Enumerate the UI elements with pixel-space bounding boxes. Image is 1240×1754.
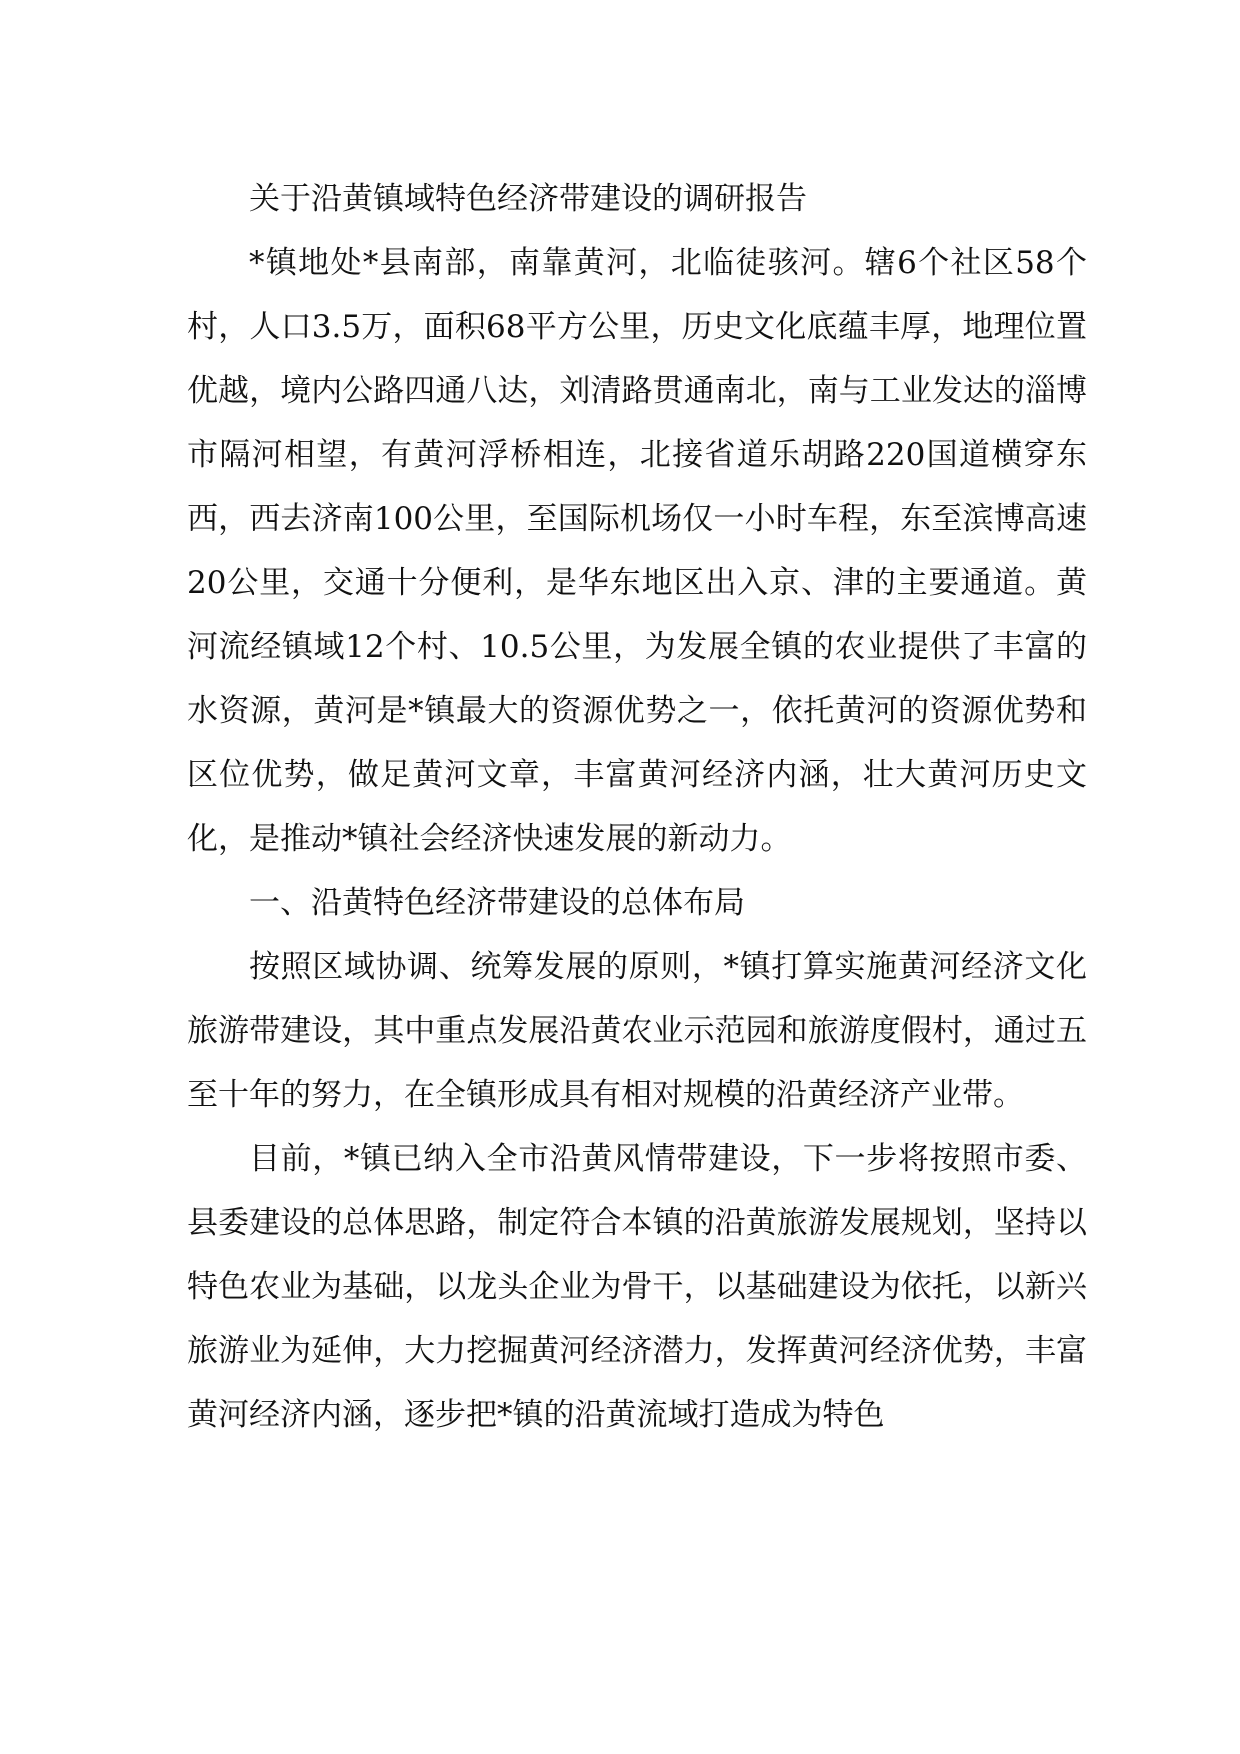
section-heading-layout: 一、沿黄特色经济带建设的总体布局 <box>249 885 745 921</box>
paragraph-current-plan: 目前，*镇已纳入全市沿黄风情带建设，下一步将按照市委、县委建设的总体思路，制定符合本镇的沿黄旅游发展规划，坚持以特色农业为基础，以龙头企业为骨干，以基础建设为依托，以新兴旅游业为延伸，大力挖掘黄河经济潜力，发挥黄河经济优势，丰富黄河经济内涵，逐步把*镇的沿黄流域打造成为特色 <box>187 1141 1087 1433</box>
paragraph-principle: 按照区域协调、统筹发展的原则，*镇打算实施黄河经济文化旅游带建设，其中重点发展沿黄农业示范园和旅游度假村，通过五至十年的努力，在全镇形成具有相对规模的沿黄经济产业带。 <box>187 949 1087 1113</box>
document-body <box>187 167 1087 1447</box>
document-title: 关于沿黄镇域特色经济带建设的调研报告 <box>249 181 807 217</box>
paragraph-overview: *镇地处*县南部，南靠黄河，北临徒骇河。辖6个社区58个村，人口3.5万，面积68平方公里，历史文化底蕴丰厚，地理位置优越，境内公路四通八达，刘清路贯通南北，南与工业发达的淄博市隔河相望，有黄河浮桥相连，北接省道乐胡路220国道横穿东西，西去济南100公里，至国际机场仅一小时车程，东至滨博高速20公里，交通十分便利，是华东地区出入京、津的主要通道。黄河流经镇域12个村、10.5公里，为发展全镇的农业提供了丰富的水资源，黄河是*镇最大的资源优势之一，依托黄河的资源优势和区位优势，做足黄河文章，丰富黄河经济内涵，壮大黄河历史文化，是推动*镇社会经济快速发展的新动力。 <box>187 245 1087 857</box>
